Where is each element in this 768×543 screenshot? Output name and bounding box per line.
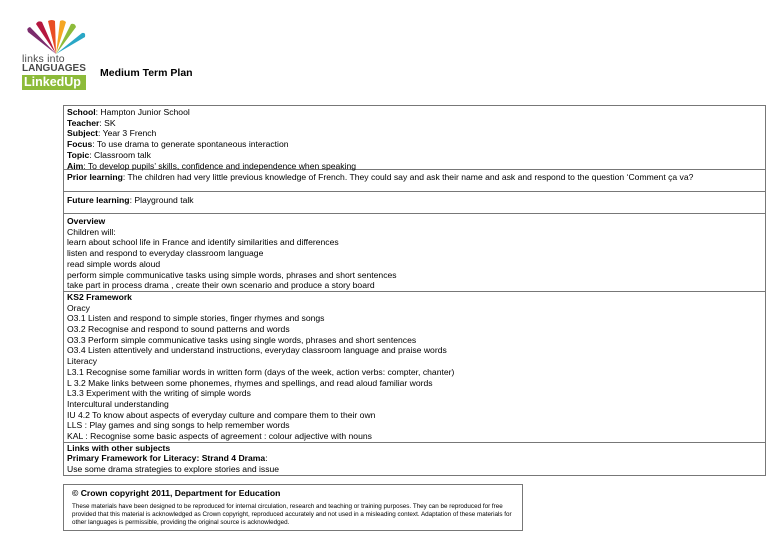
- ks2-line: L3.3 Experiment with the writing of simple words: [67, 388, 251, 399]
- ks2-line: O3.3 Perform simple communicative tasks using single words, phrases and short sentences: [67, 334, 417, 345]
- overview-line: read simple words aloud: [67, 258, 161, 269]
- aim-label: Aim: [67, 160, 84, 171]
- literacy-strand-line: [67, 453, 762, 464]
- page-title: Medium Term Plan: [100, 67, 193, 79]
- overview-heading: Overview: [67, 216, 106, 226]
- ks2-line: Oracy: [67, 302, 90, 313]
- ks2-line: O3.2 Recognise and respond to sound patterns and words: [67, 324, 290, 335]
- ks2-heading: KS2 Framework: [67, 291, 132, 302]
- aim-value: : To develop pupils’ skills, confidence and independence when speaking: [83, 160, 357, 171]
- teacher-line: [67, 118, 762, 129]
- overview-line: Children will:: [67, 226, 116, 237]
- future-learning-section: [64, 192, 765, 214]
- prior-learning-label: Prior learning: [67, 172, 123, 182]
- future-learning-line: [67, 195, 762, 206]
- plan-table: [63, 105, 766, 476]
- info-section: [64, 106, 765, 170]
- links-section: [64, 443, 765, 475]
- prior-learning-text: : The children had very little previous knowledge of French. They could say and ask their name and ask and respond to the question ‘Comment ça va?: [122, 172, 694, 182]
- logo-line-1: links into: [22, 53, 65, 65]
- topic-line: [67, 150, 762, 161]
- future-learning-text: : Playground talk: [129, 195, 194, 205]
- ks2-line: L 3.2 Make links between some phonemes, rhymes and spellings, and read aloud familiar words: [67, 377, 433, 388]
- school-label: School: [67, 107, 96, 117]
- subject-line: [67, 128, 762, 139]
- ks2-line: O3.4 Listen attentively and understand instructions, everyday classroom language and praise words: [67, 345, 447, 356]
- links-heading: Links with other subjects: [67, 442, 171, 453]
- ks2-line: Literacy: [67, 356, 98, 367]
- literacy-strand-tail: :: [265, 453, 268, 464]
- ks2-line: Intercultural understanding: [67, 398, 169, 409]
- school-value: : Hampton Junior School: [95, 107, 190, 117]
- topic-label: Topic: [67, 149, 90, 160]
- teacher-value: : SK: [99, 117, 116, 128]
- ks2-line: KAL : Recognise some basic aspects of agreement : colour adjective with nouns: [67, 431, 372, 442]
- topic-value: : Classroom talk: [89, 149, 151, 160]
- prior-learning-section: [64, 170, 765, 192]
- teacher-label: Teacher: [67, 117, 100, 128]
- overview-line: learn about school life in France and identify similarities and differences: [67, 237, 339, 248]
- literacy-strand-label: Primary Framework for Literacy: Strand 4 Drama: [67, 453, 266, 464]
- future-learning-label: Future learning: [67, 195, 130, 205]
- logo-fan-icon: [22, 20, 90, 56]
- overview-line: take part in process drama , create their own scenario and produce a story board: [67, 280, 375, 291]
- ks2-line: L3.1 Recognise some familiar words in written form (days of the week, action verbs: compter, chanter): [67, 366, 455, 377]
- focus-value: : To use drama to generate spontaneous interaction: [92, 139, 289, 150]
- school-line: [67, 107, 762, 118]
- subject-label: Subject: [67, 128, 99, 139]
- logo-line-2: LANGUAGES: [22, 63, 86, 74]
- focus-label: Focus: [67, 139, 93, 150]
- copyright-text: These materials have been designed to be reproduced for internal circulation, research and teaching or training purposes. They can be reproduced for free provided that this material is acknowledged as Crown copyright, reproduced accurately and not used in a misleading context. Adaptation of these materials for other languages is permissible, providing the original source is acknowledged.: [72, 503, 512, 527]
- ks2-line: O3.1 Listen and respond to simple stories, finger rhymes and songs: [67, 313, 325, 324]
- prior-learning-line: [67, 172, 762, 183]
- logo-banner: LinkedUp: [22, 75, 86, 90]
- focus-line: [67, 139, 762, 150]
- subject-value: : Year 3 French: [98, 128, 157, 139]
- links-line: Use some drama strategies to explore stories and issue: [67, 464, 280, 475]
- links-into-languages-logo: [22, 20, 90, 90]
- copyright-title: © Crown copyright 2011, Department for Education: [72, 488, 281, 498]
- copyright-box: [63, 484, 523, 531]
- ks2-framework-section: [64, 292, 765, 443]
- overview-section: [64, 214, 765, 292]
- overview-line: listen and respond to everyday classroom language: [67, 248, 264, 259]
- ks2-line: IU 4.2 To know about aspects of everyday culture and compare them to their own: [67, 409, 376, 420]
- overview-line: perform simple communicative tasks using simple words, phrases and short sentences: [67, 269, 397, 280]
- ks2-line: LLS : Play games and sing songs to help remember words: [67, 420, 290, 431]
